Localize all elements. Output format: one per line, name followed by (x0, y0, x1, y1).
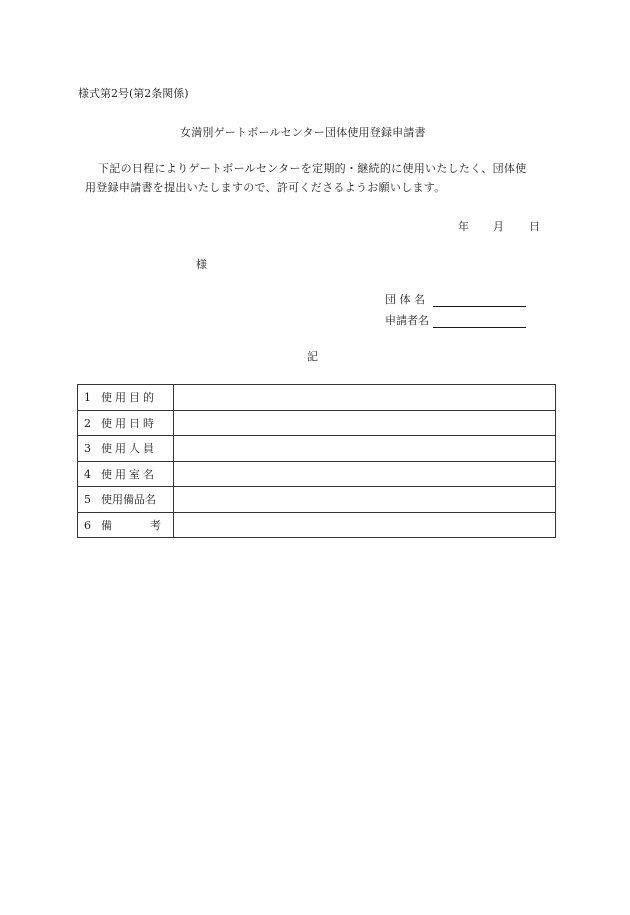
addressee-suffix: 様 (196, 258, 207, 271)
group-name-field (385, 291, 526, 307)
date-day-label: 日 (529, 220, 540, 233)
row-label-cell (78, 487, 174, 513)
body-text-line-1: 下記の日程によりゲートボールセンターを定期的・継続的に使用いたしたく、団体使 (98, 162, 527, 175)
form-number: 様式第2号(第2条関係) (78, 87, 189, 100)
row-number: 3 (84, 442, 91, 456)
row-label-cell (78, 461, 174, 487)
remarks-value-cell[interactable] (174, 512, 556, 538)
body-text-line-2: 用登録申請書を提出いたしますので、許可くださるようお願いします。 (85, 181, 446, 194)
row-number: 1 (84, 391, 91, 405)
applicant-name-field (385, 312, 526, 328)
table-row (78, 385, 556, 411)
row-label-cell (78, 512, 174, 538)
purpose-value-cell[interactable] (174, 385, 556, 411)
table-row (78, 512, 556, 538)
table-row (78, 436, 556, 462)
row-number: 6 (84, 518, 91, 532)
headcount-value-cell[interactable] (174, 436, 556, 462)
row-label: 使用備品名 (101, 493, 156, 507)
equipment-value-cell[interactable] (174, 487, 556, 513)
date-month-label: 月 (493, 220, 504, 233)
details-table (77, 384, 556, 538)
row-label: 使用日時 (101, 416, 157, 430)
room-value-cell[interactable] (174, 461, 556, 487)
row-label: 使用目的 (101, 391, 157, 405)
table-row (78, 461, 556, 487)
table-row (78, 410, 556, 436)
row-label-cell (78, 385, 174, 411)
row-label (101, 517, 161, 533)
row-label: 使用室名 (101, 467, 157, 481)
group-name-input-line[interactable] (433, 294, 526, 307)
date-year-label: 年 (458, 220, 469, 233)
row-number: 4 (84, 467, 91, 481)
page-title: 女満別ゲートボールセンター団体使用登録申請書 (180, 126, 426, 139)
row-number: 5 (84, 493, 91, 507)
row-number: 2 (84, 416, 91, 430)
row-label: 使用人員 (101, 442, 157, 456)
applicant-name-input-line[interactable] (433, 315, 526, 328)
row-label-cell (78, 436, 174, 462)
remarks-label-char-1: 備 (101, 518, 112, 532)
ki-heading: 記 (307, 350, 318, 363)
datetime-value-cell[interactable] (174, 410, 556, 436)
table-row (78, 487, 556, 513)
group-name-label: 団 体 名 (385, 293, 425, 306)
remarks-label-char-2: 考 (150, 518, 161, 532)
applicant-name-label: 申請者名 (385, 314, 429, 327)
row-label-cell (78, 410, 174, 436)
